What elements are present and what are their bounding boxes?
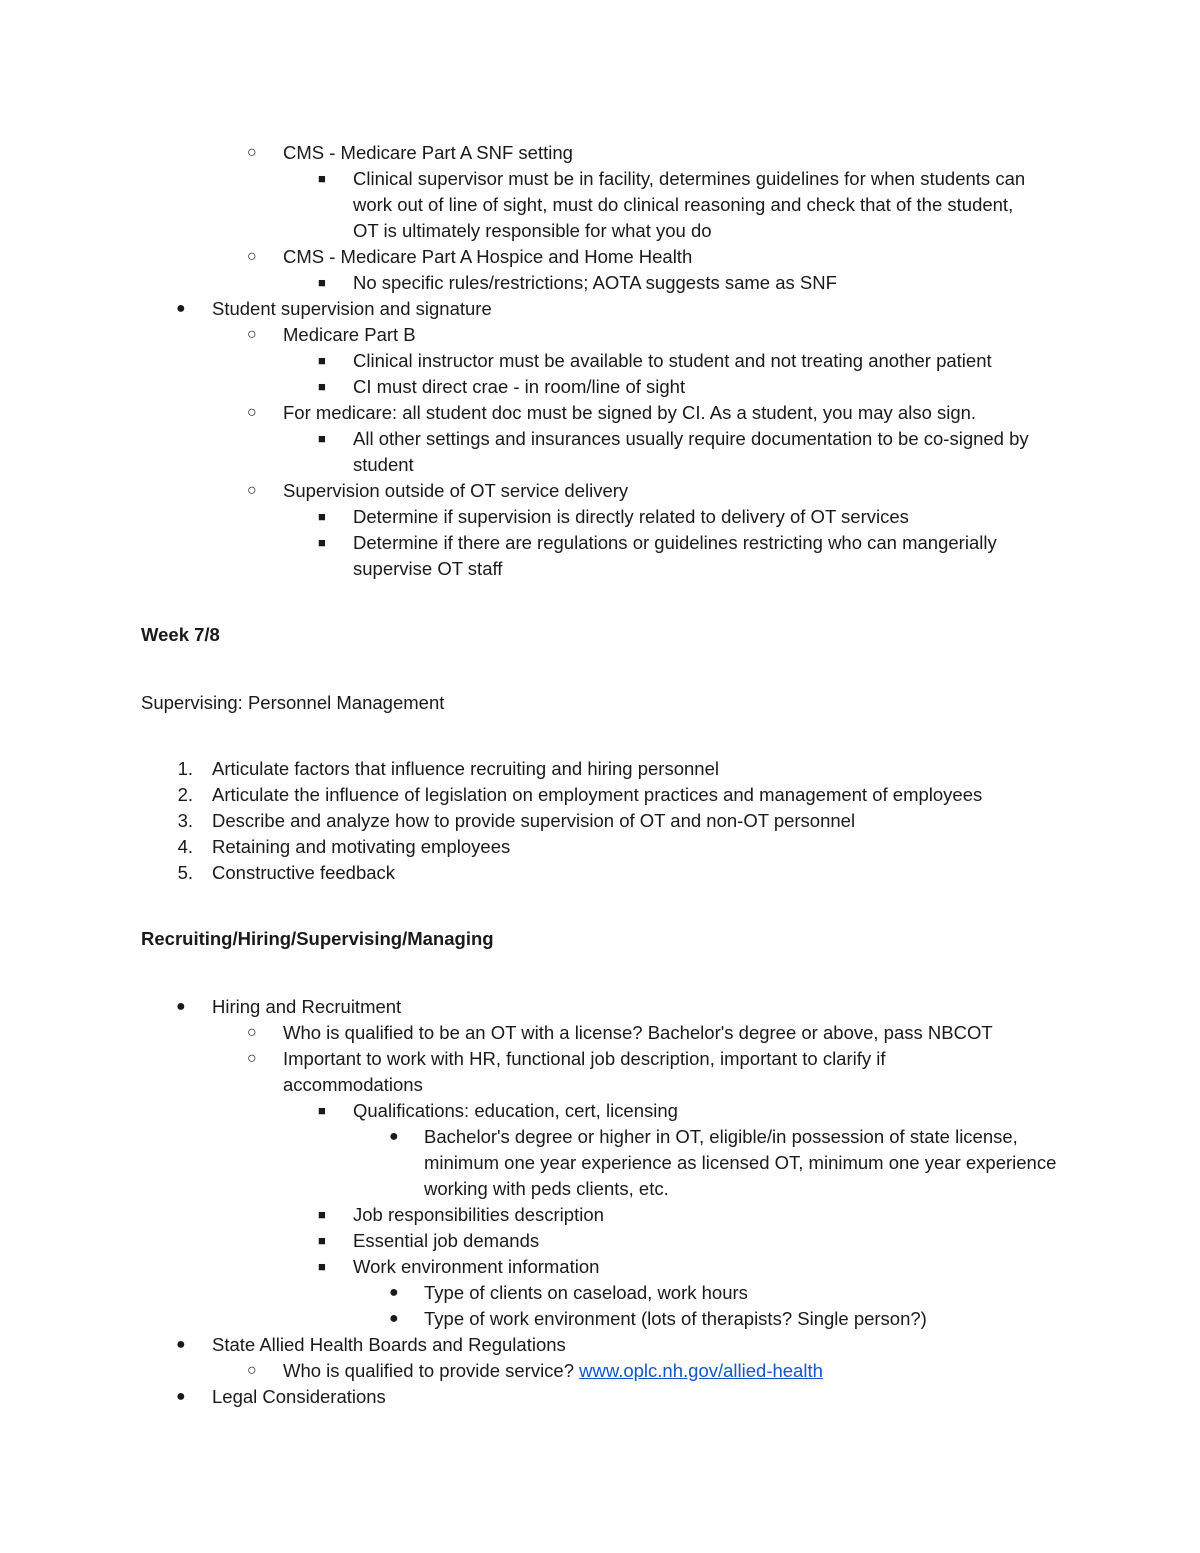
disc-bullet: ● — [389, 1284, 399, 1301]
square-bullet: ■ — [318, 509, 326, 524]
square-bullet: ■ — [318, 1259, 326, 1274]
list-item: No specific rules/restrictions; AOTA suggests same as SNF — [353, 272, 837, 293]
section-heading: Recruiting/Hiring/Supervising/Managing — [141, 928, 494, 949]
circle-bullet: ○ — [247, 404, 257, 421]
list-item: Describe and analyze how to provide supervision of OT and non-OT personnel — [212, 810, 856, 831]
list-item — [283, 1358, 823, 1384]
list-item: Type of work environment (lots of therapists? Single person?) — [424, 1308, 927, 1329]
square-bullet: ■ — [318, 171, 326, 186]
list-item: Bachelor's degree or higher in OT, eligible/in possession of state license, minimum one year experience as licensed OT, minimum one year experience working with peds clients, etc. — [424, 1126, 1057, 1199]
list-item: Articulate factors that influence recruiting and hiring personnel — [212, 758, 719, 779]
disc-bullet: ● — [176, 300, 186, 317]
list-item: Legal Considerations — [212, 1386, 386, 1407]
list-item: Qualifications: education, cert, licensing — [353, 1100, 678, 1121]
list-item: Determine if supervision is directly related to delivery of OT services — [353, 506, 909, 527]
circle-bullet: ○ — [247, 482, 257, 499]
list-item: Job responsibilities description — [353, 1204, 604, 1225]
list-item: Clinical supervisor must be in facility, determines guidelines for when students can work out of line of sight, must do clinical reasoning and check that of the student, OT is ultimately responsible for what you do — [353, 168, 1026, 241]
disc-bullet: ● — [176, 1388, 186, 1405]
list-number: 3. — [177, 810, 193, 831]
list-item: For medicare: all student doc must be signed by CI. As a student, you may also sign. — [283, 402, 977, 423]
square-bullet: ■ — [318, 353, 326, 368]
list-item: Constructive feedback — [212, 862, 396, 883]
section-subtitle: Supervising: Personnel Management — [141, 692, 445, 713]
circle-bullet: ○ — [247, 144, 257, 161]
circle-bullet: ○ — [247, 1024, 257, 1041]
list-item: Essential job demands — [353, 1230, 540, 1251]
square-bullet: ■ — [318, 1233, 326, 1248]
list-item: Clinical instructor must be available to student and not treating another patient — [353, 350, 992, 371]
square-bullet: ■ — [318, 535, 326, 550]
list-item: Work environment information — [353, 1256, 600, 1277]
list-item: CMS - Medicare Part A SNF setting — [283, 142, 573, 163]
circle-bullet: ○ — [247, 248, 257, 265]
list-item-text: Who is qualified to provide service? — [283, 1360, 575, 1381]
list-item: CMS - Medicare Part A Hospice and Home Health — [283, 246, 693, 267]
disc-bullet: ● — [176, 998, 186, 1015]
list-number: 2. — [177, 784, 193, 805]
list-item: Who is qualified to be an OT with a license? Bachelor's degree or above, pass NBCOT — [283, 1022, 993, 1043]
list-item: Important to work with HR, functional job description, important to clarify if accommodations — [283, 1048, 886, 1095]
disc-bullet: ● — [389, 1128, 399, 1145]
list-item: All other settings and insurances usually require documentation to be co-signed by student — [353, 428, 1029, 475]
disc-bullet: ● — [176, 1336, 186, 1353]
list-number: 5. — [177, 862, 193, 883]
square-bullet: ■ — [318, 275, 326, 290]
list-item: Articulate the influence of legislation on employment practices and management of employees — [212, 784, 983, 805]
list-item: Medicare Part B — [283, 324, 416, 345]
list-item: CI must direct crae - in room/line of sight — [353, 376, 686, 397]
list-item: Retaining and motivating employees — [212, 836, 511, 857]
week-heading: Week 7/8 — [141, 624, 220, 645]
allied-health-link[interactable]: www.oplc.nh.gov/allied-health — [579, 1360, 823, 1381]
square-bullet: ■ — [318, 1207, 326, 1222]
list-item: Type of clients on caseload, work hours — [424, 1282, 748, 1303]
circle-bullet: ○ — [247, 326, 257, 343]
list-item: Hiring and Recruitment — [212, 996, 402, 1017]
list-item: Supervision outside of OT service delivery — [283, 480, 629, 501]
list-number: 1. — [177, 758, 193, 779]
list-number: 4. — [177, 836, 193, 857]
square-bullet: ■ — [318, 431, 326, 446]
list-item: Determine if there are regulations or guidelines restricting who can mangerially supervise OT staff — [353, 532, 997, 579]
square-bullet: ■ — [318, 1103, 326, 1118]
list-item: State Allied Health Boards and Regulations — [212, 1334, 566, 1355]
circle-bullet: ○ — [247, 1050, 257, 1067]
list-item: Student supervision and signature — [212, 298, 492, 319]
disc-bullet: ● — [389, 1310, 399, 1327]
circle-bullet: ○ — [247, 1362, 257, 1379]
square-bullet: ■ — [318, 379, 326, 394]
